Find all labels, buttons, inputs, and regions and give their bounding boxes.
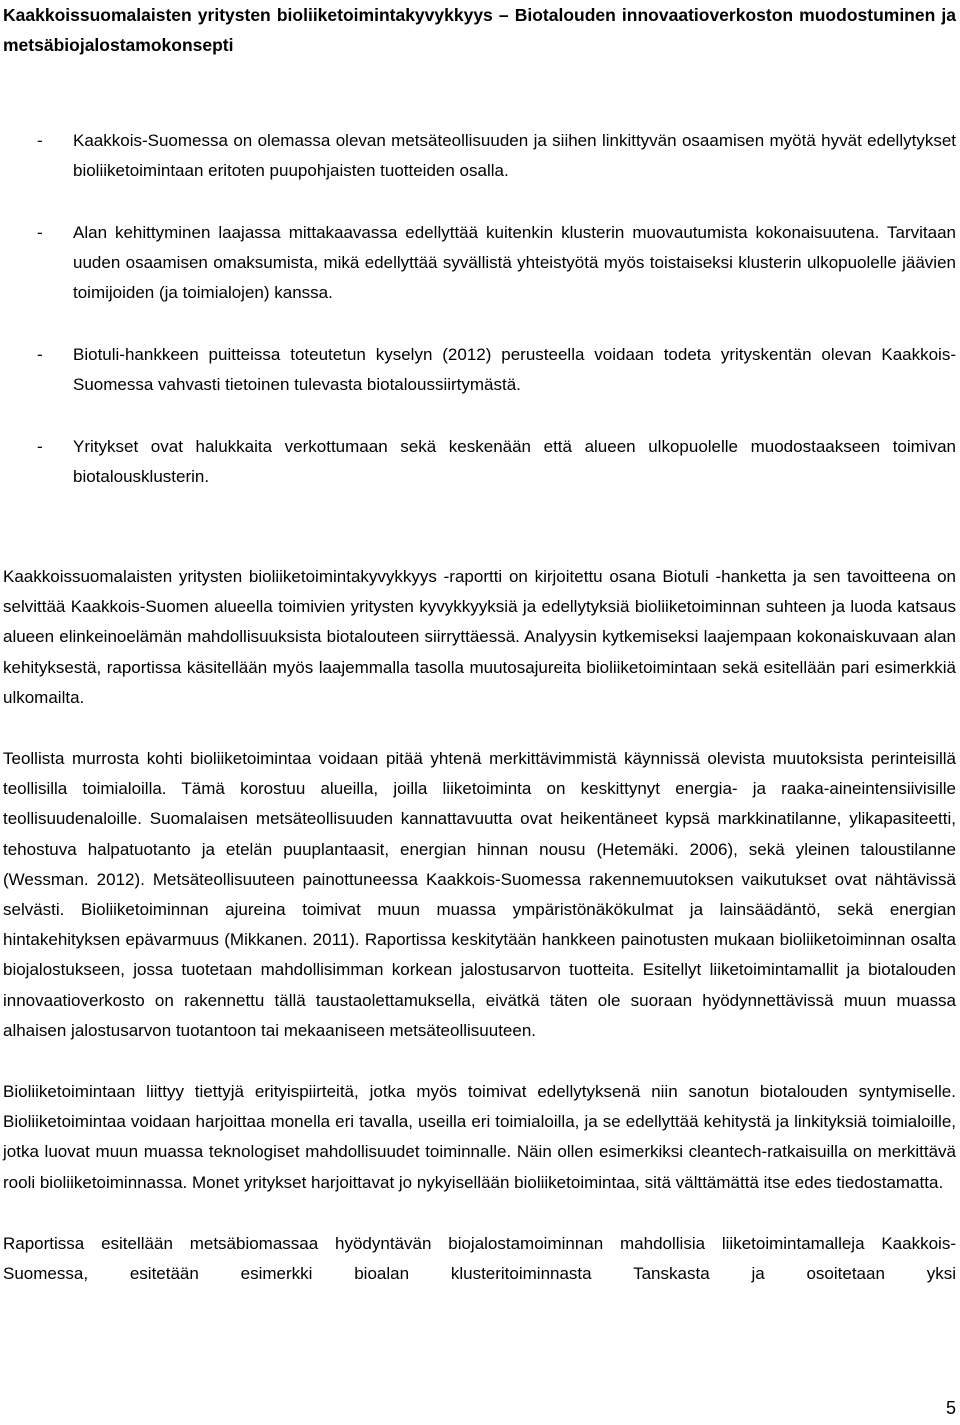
- paragraph-report-contents: Raportissa esitellään metsäbiomassaa hyödyntävän biojalostamoiminnan mahdollisia liiketoimintamalleja Kaakkois-Suomessa, esitetään esimerkki bioalan klusteritoiminnasta Tanskasta ja osoitetaan yksi: [3, 1233, 956, 1284]
- header-title: Kaakkoissuomalaisten yritysten bioliiketoimintakyvykkyys – Biotalouden innovaatioverkoston muodostuminen ja metsäbiojalostamokonsepti: [3, 5, 956, 55]
- bullet-item: [0, 340, 956, 400]
- summary-bullet-list: [0, 126, 956, 524]
- bullet-text: Yritykset ovat halukkaita verkottumaan sekä keskenään että alueen ulkopuolelle muodostaakseen toimivan biotalousklusterin.: [73, 437, 956, 486]
- bullet-dash: -: [37, 223, 43, 242]
- bullet-item: [0, 218, 956, 308]
- bullet-text: Biotuli-hankkeen puitteissa toteutetun kyselyn (2012) perusteella voidaan todeta yrityskentän olevan Kaakkois-Suomessa vahvasti tietoinen tulevasta biotaloussiirtymästä.: [73, 345, 956, 394]
- paragraph-intro: Kaakkoissuomalaisten yritysten bioliiketoimintakyvykkyys -raportti on kirjoitettu osana Biotuli -hanketta ja sen tavoitteena on selvittää Kaakkois-Suomen alueella toimivien yritysten kyvykkyyksiä ja edellytyksiä bioliiketoiminnan suhteen ja luoda katsaus alueen elinkeinoelämän mahdollisuuksista biotalouteen siirryttäessä. Analyysin kytkemiseksi laajempaan kokonaiskuvaan alan kehityksestä, raportissa käsitellään myös laajemmalla tasolla muutosajureita bioliiketoimintaan sekä esitellään pari esimerkkiä ulkomailta.: [3, 567, 956, 707]
- bullet-text: Kaakkois-Suomessa on olemassa olevan metsäteollisuuden ja siihen linkittyvän osaamisen myötä hyvät edellytykset bioliiketoimintaan eritoten puupohjaisten tuotteiden osalla.: [73, 131, 956, 180]
- bullet-item: [0, 126, 956, 186]
- paragraph-industrial-transition: Teollista murrosta kohti bioliiketoimintaa voidaan pitää yhtenä merkittävimmistä käynnissä olevista muutoksista perinteisillä teollisilla toimialoilla. Tämä korostuu alueilla, joilla liiketoiminta on keskittynyt energia- ja raaka-aineintensiivisille teollisuudenaloille. Suomalaisen metsäteollisuuden kannattavuutta ovat heikentäneet kypsä markkinatilanne, ylikapasiteetti, tehostuva halpatuotanto ja etelän puuplantaasit, energian hinnan nousu (Hetemäki. 2006), sekä yleinen taloustilanne (Wessman. 2012). Metsäteollisuuteen painottuneessa Kaakkois-Suomessa rakennemuutoksen vaikutukset ovat nähtävissä selvästi. Bioliiketoiminnan ajureina toimivat muun muassa ympäristönäkökulmat ja lainsäädäntö, sekä energian hintakehityksen epävarmuus (Mikkanen. 2011). Raportissa keskitytään hankkeen painotusten mukaan bioliiketoiminnan osalta biojalostukseen, jossa tuotetaan mahdollisimman korkean jalostusarvon tuotteita. Esitellyt liiketoimintamallit ja biotalouden innovaatioverkosto on rakennettu tällä taustaolettamuksella, eivätkä täten ole suoraan hyödynnettävissä muun muassa alhaisen jalostusarvon tuotantoon tai mekaaniseen metsäteollisuuteen.: [3, 749, 956, 1040]
- paragraph-bio-business-features: Bioliiketoimintaan liittyy tiettyjä erityispiirteitä, jotka myös toimivat edellytyksenä niin sanotun biotalouden syntymiselle. Bioliiketoimintaa voidaan harjoittaa monella eri tavalla, useilla eri toimialoilla, ja se edellyttää kehitystä ja linkityksiä toimialoille, jotka luovat muun muassa teknologiset mahdollisuudet toiminnalle. Näin ollen esimerkiksi cleantech-ratkaisuilla on merkittävä rooli bioliiketoiminnassa. Monet yritykset harjoittavat jo nykyisellään bioliiketoimintaa, sitä välttämättä itse edes tiedostamatta.: [3, 1082, 956, 1192]
- bullet-dash: -: [37, 345, 43, 364]
- bullet-dash: -: [37, 437, 43, 456]
- page-number: 5: [945, 1398, 956, 1418]
- bullet-item: [0, 432, 956, 492]
- body-text: [3, 562, 956, 1320]
- document-header: [3, 0, 956, 60]
- bullet-dash: -: [37, 131, 43, 150]
- bullet-text: Alan kehittyminen laajassa mittakaavassa edellyttää kuitenkin klusterin muovautumista kokonaisuutena. Tarvitaan uuden osaamisen omaksumista, mikä edellyttää syvällistä yhteistyötä myös toistaiseksi klusterin ulkopuolelle jäävien toimijoiden (ja toimialojen) kanssa.: [73, 223, 956, 302]
